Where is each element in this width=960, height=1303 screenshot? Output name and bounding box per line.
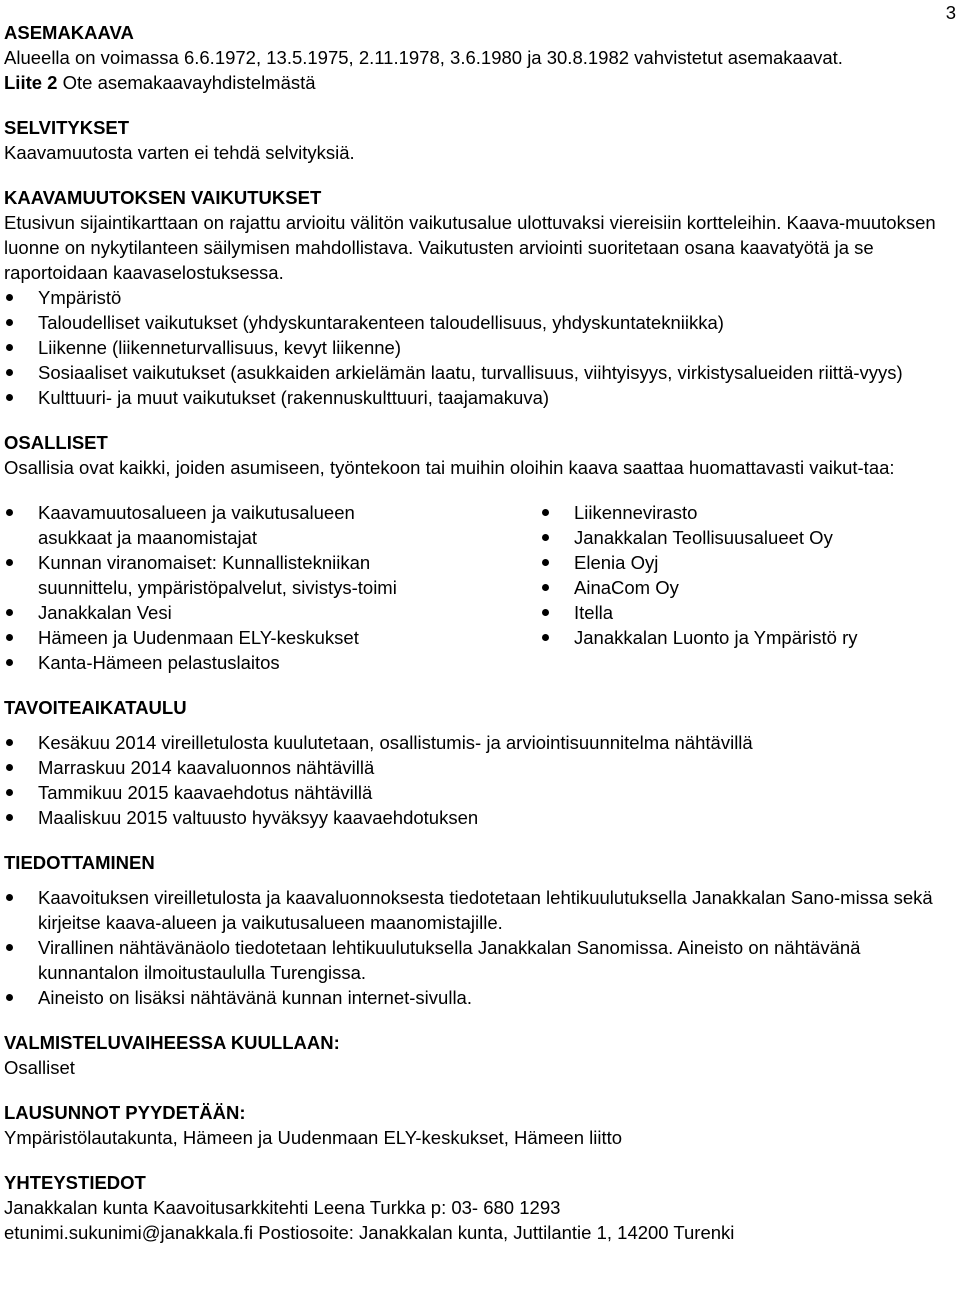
section-heading: SELVITYKSET — [4, 117, 130, 138]
liite-label: Liite 2 — [4, 72, 58, 93]
list-item: Taloudelliset vaikutukset (yhdyskuntarakenteen taloudellisuus, yhdyskuntatekniikka) — [4, 310, 956, 335]
osalliset-columns — [4, 500, 956, 675]
list-item: Janakkalan Luonto ja Ympäristö ry — [540, 625, 950, 650]
list-item: Ympäristö — [4, 285, 956, 310]
list-item: Kaavamuutosalueen ja vaikutusalueen asukkaat ja maanomistajat — [4, 500, 398, 550]
asemakaava-text: Alueella on voimassa 6.6.1972, 13.5.1975, 2.11.1978, 3.6.1980 ja 30.8.1982 vahvistetut asemakaavat. — [4, 47, 843, 68]
list-item: Janakkalan Teollisuusalueet Oy — [540, 525, 950, 550]
section-vaikutukset — [4, 185, 956, 410]
list-item: Tammikuu 2015 kaavaehdotus nähtävillä — [4, 780, 956, 805]
lausunnot-text: Ympäristölautakunta, Hämeen ja Uudenmaan ELY-keskukset, Hämeen liitto — [4, 1127, 623, 1148]
section-heading: TIEDOTTAMINEN — [4, 852, 155, 873]
tavoiteaikataulu-list — [4, 730, 956, 830]
liite-text: Ote asemakaavayhdistelmästä — [57, 72, 316, 93]
liite-line — [4, 70, 956, 95]
list-item: Liikenne (liikenneturvallisuus, kevyt liikenne) — [4, 335, 956, 360]
osalliset-text: Osallisia ovat kaikki, joiden asumiseen, työntekoon tai muihin oloihin kaava saattaa huomattavasti vaikut-taa: — [4, 457, 895, 478]
vaikutukset-text: Etusivun sijaintikarttaan on rajattu arvioitu välitön vaikutusalue ulottuvaksi viereisiin kortteleihin. Kaava-muutoksen luonne on nykytilanteen säilymisen mahdollistava. Vaikutusten arviointi suoritetaan osana kaavatyötä ja se raportoidaan kaavaselostuksessa. — [4, 212, 936, 283]
list-item: Janakkalan Vesi — [4, 600, 540, 625]
tiedottaminen-list — [4, 885, 956, 1010]
section-lausunnot — [4, 1100, 956, 1150]
section-tiedottaminen — [4, 850, 956, 1010]
section-yhteystiedot — [4, 1170, 956, 1245]
contact-line: Janakkalan kunta Kaavoitusarkkitehti Leena Turkka p: 03- 680 1293 — [4, 1197, 561, 1218]
valmisteluvaihe-text: Osalliset — [4, 1057, 75, 1078]
vaikutukset-list — [4, 285, 956, 410]
section-heading: YHTEYSTIEDOT — [4, 1172, 146, 1193]
section-asemakaava — [4, 20, 956, 95]
list-item: AinaCom Oy — [540, 575, 950, 600]
section-heading: KAAVAMUUTOKSEN VAIKUTUKSET — [4, 187, 322, 208]
list-item: Itella — [540, 600, 950, 625]
list-item: Maaliskuu 2015 valtuusto hyväksyy kaavaehdotuksen — [4, 805, 956, 830]
selvitykset-text: Kaavamuutosta varten ei tehdä selvityksiä. — [4, 142, 355, 163]
section-heading: VALMISTELUVAIHEESSA KUULLAAN: — [4, 1032, 340, 1053]
section-heading: ASEMAKAAVA — [4, 22, 134, 43]
list-item: Liikennevirasto — [540, 500, 950, 525]
section-heading: OSALLISET — [4, 432, 108, 453]
list-item: Virallinen nähtävänäolo tiedotetaan lehtikuulutuksella Janakkalan Sanomissa. Aineisto on nähtävänä kunnantalon ilmoitustaululla Turengissa. — [4, 935, 956, 985]
list-item: Sosiaaliset vaikutukset (asukkaiden arkielämän laatu, turvallisuus, viihtyisyys, virkistysalueiden riittä-vyys) — [4, 360, 956, 385]
list-item: Marraskuu 2014 kaavaluonnos nähtävillä — [4, 755, 956, 780]
list-item: Kanta-Hämeen pelastuslaitos — [4, 650, 540, 675]
osalliset-left-list — [4, 500, 540, 675]
section-selvitykset — [4, 115, 956, 165]
list-item: Kunnan viranomaiset: Kunnallistekniikan suunnittelu, ympäristöpalvelut, sivistys-toimi — [4, 550, 418, 600]
list-item: Elenia Oyj — [540, 550, 950, 575]
section-heading: TAVOITEAIKATAULU — [4, 697, 187, 718]
contact-email-line: etunimi.sukunimi@janakkala.fi Postiosoite: Janakkalan kunta, Juttilantie 1, 14200 Turenki — [4, 1222, 735, 1243]
list-item: Hämeen ja Uudenmaan ELY-keskukset — [4, 625, 540, 650]
section-heading: LAUSUNNOT PYYDETÄÄN: — [4, 1102, 246, 1123]
document-page — [4, 20, 956, 1245]
section-tavoiteaikataulu — [4, 695, 956, 830]
section-osalliset — [4, 430, 956, 675]
section-valmisteluvaihe — [4, 1030, 956, 1080]
osalliset-right-list — [540, 500, 950, 675]
list-item: Aineisto on lisäksi nähtävänä kunnan internet-sivulla. — [4, 985, 956, 1010]
list-item: Kulttuuri- ja muut vaikutukset (rakennuskulttuuri, taajamakuva) — [4, 385, 956, 410]
page-number: 3 — [945, 2, 956, 23]
list-item: Kesäkuu 2014 vireilletulosta kuulutetaan, osallistumis- ja arviointisuunnitelma nähtävillä — [4, 730, 956, 755]
list-item: Kaavoituksen vireilletulosta ja kaavaluonnoksesta tiedotetaan lehtikuulutuksella Janakkalan Sano-missa sekä kirjeitse kaava-alueen ja vaikutusalueen maanomistajille. — [4, 885, 956, 935]
